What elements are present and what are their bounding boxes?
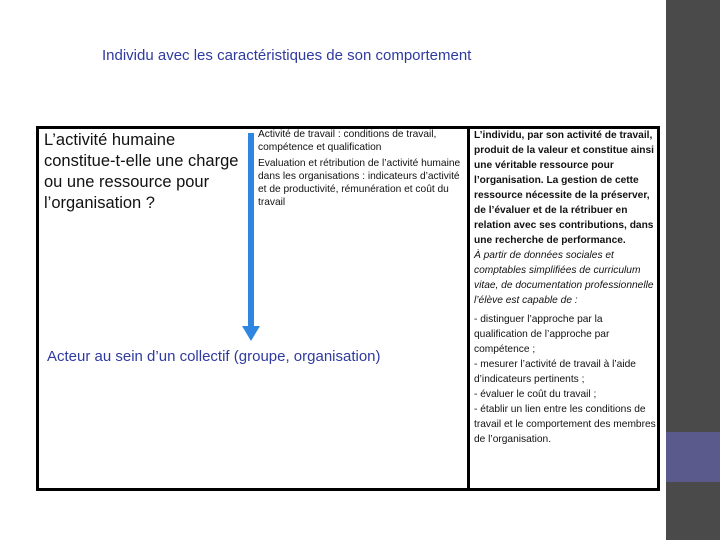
down-arrow-shaft (248, 133, 254, 328)
right-column (474, 128, 659, 447)
concept-item: Activité de travail : conditions de travail, compétence et qualification (258, 129, 437, 153)
competence-item: - distinguer l’approche par la qualification de l’approche par compétence ; (474, 314, 610, 355)
competence-intro: À partir de données sociales et comptables simplifiées de curriculum vitae, de documentation professionnelle l’élève est capable de : (474, 250, 654, 306)
slide-title: Individu avec les caractéristiques de son comportement (102, 47, 472, 64)
competence-item: - mesurer l’activité de travail à l’aide d’indicateurs pertinents ; (474, 359, 636, 385)
competence-item: - évaluer le coût du travail ; (474, 389, 597, 400)
actor-label: Acteur au sein d’un collectif (groupe, organisation) (47, 348, 381, 365)
down-arrow-icon (242, 326, 260, 341)
sidebar-accent (666, 432, 720, 482)
concept-item: Evaluation et rétribution de l’activité humaine dans les organisations : indicateurs d’activité et de productivité, rémunération et coût du travail (258, 158, 461, 208)
intro-text: L’individu, par son activité de travail, produit de la valeur et constitue ainsi une véritable ressource pour l’organisation. La gestion de cette ressource nécessite de la préserver, de l’évaluer et de la rétribuer en relation avec ses contributions, dans une recherche de performance. (474, 130, 655, 246)
competence-item: - établir un lien entre les conditions de travail et le comportement des membres de l’organisation. (474, 404, 656, 445)
concepts-block (258, 128, 468, 212)
question-text: L’activité humaine constitue-t-elle une charge ou une ressource pour l’organisation ? (44, 131, 239, 212)
